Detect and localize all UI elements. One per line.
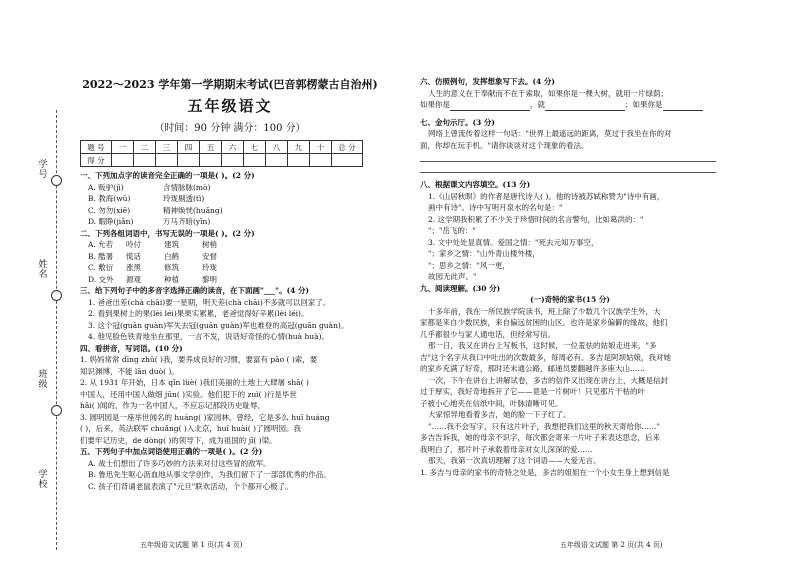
- option-word: 慌话: [126, 251, 141, 261]
- score-cell: 六: [222, 141, 244, 154]
- passage-line: 多吉告诉我，她的母亲不识字，每次都会寄来一片叶子来表达思念，后来: [420, 433, 660, 442]
- question-4-item: hǎi( )闻的，作为一名中国人，不应忘记那段历史耻辱。: [80, 401, 265, 410]
- option-word: 修筑: [164, 263, 179, 272]
- question-1-title: 一、下列加点字的读音完全正确的一项是( )。(2 分): [80, 171, 255, 180]
- option-text: 玲珑剔透(tì): [163, 194, 205, 203]
- score-cell: 五: [200, 141, 222, 154]
- question-4-item: 1. 妈妈常常 dīng zhǔ( )我，要养成良好的习惯，要富有 pǎo ( )索，要: [80, 355, 318, 364]
- question-8-item: "；"岳飞的：": [428, 226, 476, 235]
- score-cell: 一: [112, 141, 134, 154]
- passage-line: 吉"这个名字从我口中吐出的次数最多，每周必有。多吉是阿坝姑娘，我对她: [420, 352, 671, 362]
- passage-line: 几乎都很少与家人通电话，但经常写信。: [420, 329, 555, 339]
- question-8-item: 1.《山居秋暝》的作者是唐代诗人( )。他的诗被苏轼称赞为"诗中有画，: [428, 191, 665, 201]
- passage-line: 子被小心地夹在信纸中间，叶脉清晰可见。: [420, 398, 563, 408]
- question-6-answer-line: [420, 99, 720, 111]
- binding-margin: [0, 0, 72, 561]
- score-cell: 七: [244, 141, 266, 154]
- question-1-options: [80, 182, 380, 228]
- exam-title: 2022～2023 学年第一学期期末考试(巴音郭楞蒙古自治州): [82, 78, 378, 91]
- question-8-item: 画中有诗"。诗中写明月泉水的名句是：": [428, 203, 563, 212]
- option-word: 涨黑: [126, 263, 141, 272]
- reading-question-1: 1. 多吉与母亲的家书的奇特之处是，多吉的姐姐在一个小女生身上想到信是: [420, 467, 670, 477]
- question-4-item: 2. 从 1931 年开始，日本 qīn lüè( )我们美丽的土地上大肆屠 shā( ): [80, 378, 309, 387]
- question-9-title: 九、阅读理解。(30 分): [420, 283, 501, 293]
- option-word: 建筑: [164, 240, 179, 249]
- passage-line: "……我不会写字，只有这片叶子，我想把我们这里的秋天寄给你……": [428, 421, 660, 431]
- score-cell: 总 分: [332, 141, 363, 154]
- passage-line: 我明白了，那片叶子承载着母亲对女儿深深的爱……: [420, 444, 593, 454]
- left-column: [80, 76, 380, 492]
- score-input-cell[interactable]: [244, 154, 266, 167]
- binding-hole: [51, 405, 62, 416]
- passage-line: 过于厚实，我好奇地拆开了它——竟是一片树叶！只见那片干枯的叶: [420, 387, 645, 396]
- score-input-cell[interactable]: [178, 154, 200, 167]
- question-7-text: 网络上曾流传着这样一句话："世界上最遥远的距离，莫过于我坐在你的对: [428, 129, 672, 138]
- question-2-title: 二、下列各组词语中，书写无误的一项是( )。(2 分): [80, 228, 255, 238]
- option[interactable]: A. 贩驴(jì): [88, 182, 124, 192]
- question-3-item: 3. 这个冠(guān guàn)军失去冠(guān guàn)军也难登的高冠(guān guàn)。: [88, 320, 349, 330]
- binding-hole: [51, 175, 62, 186]
- question-4-item: 知识渊博，不能 lān duò( )。: [80, 366, 179, 376]
- option[interactable]: C. 勿勿(xiē): [88, 205, 131, 215]
- margin-label-class: 班级: [38, 370, 48, 390]
- question-5-option[interactable]: B. 鲁迅先生呕心沥血地从事文学创作，为我们留下了一部部优秀的作品。: [88, 470, 331, 479]
- answer-blank[interactable]: [663, 102, 703, 111]
- question-7-text: 面，你却在玩手机。"请你谈谈对这个现象的看法。: [420, 140, 589, 150]
- score-cell: 四: [178, 141, 200, 154]
- page-footer-left: 五年级语文试题 第 1 页(共 4 页): [140, 541, 243, 549]
- score-cell: 十: [310, 141, 332, 154]
- page-footer-right: 五年级语文试题 第 2 页(共 4 页): [560, 541, 663, 549]
- question-2-options: [80, 239, 380, 285]
- answer-blank[interactable]: [545, 102, 625, 111]
- option-word: 玲珑: [202, 263, 217, 272]
- score-cell: 得 分: [81, 154, 112, 167]
- question-4-item: 中国人，还用中国人做细 jūn( )实验。他们犯下的 zuì( )行是毕世: [80, 389, 297, 399]
- binding-hole: [51, 290, 62, 301]
- option[interactable]: B. 酷署: [88, 251, 114, 261]
- question-5-title: 五、下列句子中加点词语使用正确的一项是( )。(2 分): [80, 447, 263, 456]
- option[interactable]: B. 教海(wǔ): [88, 194, 131, 203]
- option-text: 含情脉脉(mò): [163, 182, 211, 192]
- question-8-item: 3. 文中处处显真情。爱国之情："死去元知万事空，: [428, 237, 599, 247]
- question-3-title: 三、给下列句子中的多音字选择正确的读音，在下面画"___"。(4 分): [80, 286, 309, 295]
- question-4-item: 们要牢记历史，de dòng( )的领导下，成为祖国的 jī( )梁。: [80, 435, 277, 445]
- margin-label-name: 姓名: [38, 260, 48, 280]
- passage-line: 大家惊异地看着多吉，她的脸一下子红了。: [428, 410, 571, 419]
- question-6-title: 六、仿照例句，发挥想象写下去。(4 分): [420, 77, 555, 86]
- answer-line[interactable]: [420, 162, 716, 173]
- passage-line: 那一日，我又在讲台上写板书，这时候，一位羞怯的姑娘走进来，"多: [428, 341, 657, 350]
- score-input-cell[interactable]: [266, 154, 288, 167]
- option-word: 黎明: [202, 274, 217, 284]
- score-table: [80, 140, 363, 167]
- score-cell: 题 号: [81, 141, 112, 154]
- score-input-cell[interactable]: [200, 154, 222, 167]
- option[interactable]: C. 敷衍: [88, 263, 114, 272]
- question-8-item: 2. 这学期我积累了不少关于珍惜时间的名言警句，比如葛洪的：": [428, 214, 644, 224]
- score-input-cell[interactable]: [332, 154, 363, 167]
- answer-mid: ；如果你是: [625, 100, 663, 109]
- margin-label-student-id: 学号: [38, 160, 48, 180]
- subject-title: 五年级语文: [187, 97, 273, 115]
- passage-line: 十多年前，我在一所民族学院读书，班上除了少数几个汉族学生外，大: [428, 306, 661, 316]
- question-8-item: "；家乡之情："山外青山楼外楼，: [428, 249, 540, 258]
- score-input-cell[interactable]: [222, 154, 244, 167]
- question-7-title: 七、金句示厅。(3 分): [420, 117, 495, 127]
- question-5-option[interactable]: C. 孩子们背诵老鼠表演了"元旦"联欢活动，个个都开心极了。: [88, 481, 293, 491]
- score-cell: 八: [266, 141, 288, 154]
- option[interactable]: D. 暇睁(jiǎn): [88, 217, 134, 226]
- option-word: 源观: [126, 274, 141, 284]
- score-input-cell[interactable]: [112, 154, 134, 167]
- right-column: [420, 76, 720, 478]
- score-table-header-row: [81, 141, 363, 154]
- score-cell: 二: [134, 141, 156, 154]
- option-word: 种植: [164, 274, 179, 284]
- option-word: 呤付: [126, 240, 141, 249]
- margin-label-school: 学校: [38, 470, 48, 490]
- option[interactable]: D. 交外: [88, 274, 114, 284]
- option[interactable]: A. 允若: [88, 240, 114, 249]
- answer-prefix: 如果你是: [420, 100, 450, 109]
- answer-mid: ，就: [530, 100, 545, 109]
- question-4-title: 四、看拼音，写词语。(10 分): [80, 343, 183, 353]
- question-4-item: ( )，后来，英法联军 chuǎng( )入北京，huǐ huài( )了圆明园。我: [80, 424, 302, 433]
- question-5-option[interactable]: A. 战士们想出了许多巧妙的方法来对付这些冒的敌军。: [88, 458, 271, 468]
- score-input-cell[interactable]: [134, 154, 156, 167]
- question-3-item: 1. 爸爸出差(chà chāi)要一星期，明天差(chà chāi)不多就可以回家了。: [88, 297, 331, 307]
- question-4-item: 3. 圆明园是一座举世闻名的 huáng( )家园林。曾经，它是多么 huī huáng: [80, 412, 330, 422]
- reading-passage: [420, 306, 720, 467]
- time-score-line: （时间：90 分钟 满分：100 分）: [154, 123, 306, 134]
- score-cell: 九: [288, 141, 310, 154]
- passage-line: 那天，我第一次真切理解了这个词语——大爱无言。: [428, 456, 601, 465]
- question-8-item: 故园无此声。": [428, 272, 477, 281]
- question-6-example: 人生的意义在于奉献而不在于索取，如果你是一棵大树，就用一片绿荫；: [428, 88, 668, 98]
- answer-blank[interactable]: [450, 102, 530, 111]
- question-3-item: 4. 他见脸色铁青地坐在那里，一言不发，说话好奇怪的心情(huà huà)。: [88, 332, 330, 341]
- passage-line: 家都是来自少数民族，来自偏远贫困的山区。也许是家乡偏僻的缘故，他们: [420, 318, 668, 327]
- score-input-cell[interactable]: [156, 154, 178, 167]
- score-table-score-row: [81, 154, 363, 167]
- score-input-cell[interactable]: [310, 154, 332, 167]
- score-input-cell[interactable]: [288, 154, 310, 167]
- option-word: 安督: [202, 251, 217, 261]
- question-8-title: 八、根据课文内容填空。(13 分): [420, 180, 531, 189]
- option-text: 万马齐暗(yīn): [163, 217, 211, 226]
- option-word: 白鹤: [164, 251, 179, 261]
- score-cell: 三: [156, 141, 178, 154]
- question-8-item: "；思乡之情："风一更，: [428, 260, 510, 270]
- answer-line[interactable]: [420, 151, 716, 162]
- option-word: 树梢: [202, 240, 217, 249]
- reading-passage-title: (一)奇特的家书(15 分): [530, 295, 610, 304]
- passage-line: 一次，下午在讲台上讲解试卷，多吉的信件又出现在讲台上，大概是信封: [428, 375, 668, 385]
- question-3-item: 2. 看到果树上的果(lèi léi)果果实累累，老爸觉得好辛累(lèi léi)。: [88, 309, 309, 318]
- passage-line: 的家乡充满了好奇，那时还未通公路，邮递员要翻越许多座大山……: [420, 364, 645, 373]
- option-text: 精神焕恍(huǎng): [163, 205, 223, 215]
